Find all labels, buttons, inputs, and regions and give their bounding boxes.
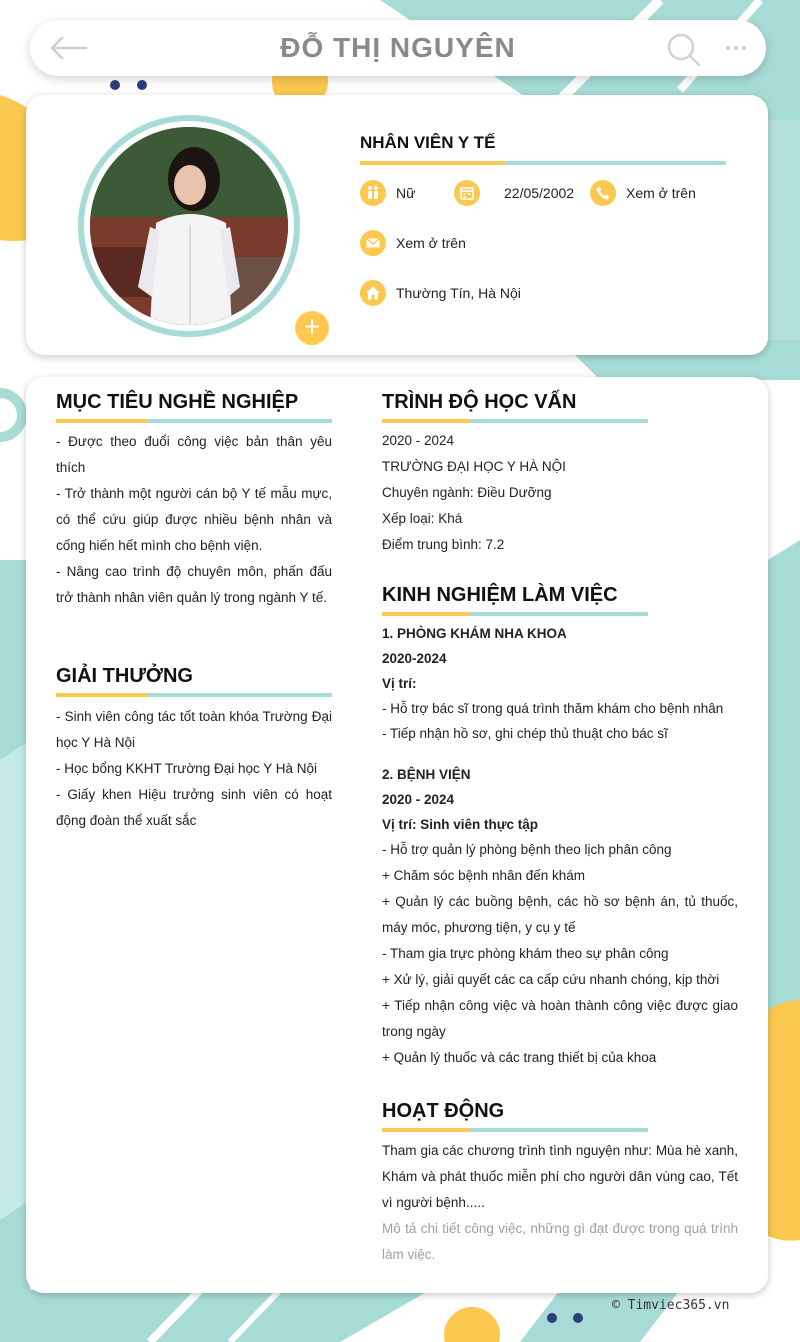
job2-company: 2. BỆNH VIỆN (382, 767, 471, 782)
job2: 2. BỆNH VIỆN 2020 - 2024 Vị trí: Sinh viên thực tập - Hỗ trợ quản lý phòng bệnh theo lịch phân công + Chăm sóc bệnh nhân đến khám + Quản lý các buồng bệnh, các hồ sơ bệnh án, tủ thuốc, máy móc, phương tiện, y cụ y tế - Tham gia trực phòng khám theo sự phân công + Xử lý, giải quyết các ca cấp cứu nhanh chóng, kịp thời + Tiếp nhận công việc và hoàn thành công việc được giao trong ngày + Quản lý thuốc và các trang thiết bị của khoa (382, 762, 738, 1071)
email-info (360, 230, 466, 256)
gender-text: Nữ (396, 185, 416, 201)
education-rank: Xếp loại: Khá (382, 511, 463, 526)
education-underline (382, 419, 648, 423)
search-icon[interactable] (666, 32, 702, 68)
job1-company: 1. PHÒNG KHÁM NHA KHOA (382, 626, 567, 641)
education-school: TRƯỜNG ĐẠI HỌC Y HÀ NỘI (382, 459, 566, 474)
gender-icon (360, 180, 386, 206)
awards-underline (56, 693, 332, 697)
objective-heading: MỤC TIÊU NGHỀ NGHIỆP (56, 391, 299, 413)
address-text: Thường Tín, Hà Nội (396, 285, 521, 301)
main-content-card (26, 377, 768, 1293)
gender-info (360, 180, 415, 206)
candidate-name: ĐỖ THỊ NGUYÊN (280, 32, 516, 63)
profile-card (26, 95, 768, 355)
birthday-info (454, 180, 574, 206)
job1-position: Vị trí: (382, 676, 417, 691)
top-bar (30, 20, 766, 76)
activities-heading: HOẠT ĐỘNG (382, 1100, 505, 1122)
activities-underline (382, 1128, 648, 1132)
watermark: © Timviec365.vn (612, 1298, 730, 1313)
add-photo-button[interactable]: + (295, 311, 329, 345)
job1: 1. PHÒNG KHÁM NHA KHOA 2020-2024 Vị trí: - Hỗ trợ bác sĩ trong quá trình thăm khám cho bệnh nhân - Tiếp nhận hồ sơ, ghi chép thủ thuật cho bác sĩ (382, 621, 738, 746)
avatar (78, 115, 321, 342)
experience-underline (382, 612, 648, 616)
experience-heading: KINH NGHIỆM LÀM VIỆC (382, 584, 618, 606)
phone-icon (590, 180, 616, 206)
email-icon (360, 230, 386, 256)
profile-photo (90, 127, 288, 325)
email-text: Xem ở trên (396, 235, 466, 251)
more-options-icon[interactable] (724, 38, 748, 58)
education-major: Chuyên ngành: Điều Dưỡng (382, 485, 552, 500)
calendar-icon (454, 180, 480, 206)
job-title: NHÂN VIÊN Y TẾ (360, 133, 496, 152)
job1-period: 2020-2024 (382, 651, 447, 666)
job2-period: 2020 - 2024 (382, 792, 455, 807)
home-icon (360, 280, 386, 306)
title-underline (360, 161, 726, 165)
objective-underline (56, 419, 332, 423)
education-gpa: Điểm trung bình: 7.2 (382, 537, 505, 552)
activities-hint: Mô tả chi tiết công việc, những gì đạt được trong quá trình làm việc. (382, 1221, 738, 1262)
awards-heading: GIẢI THƯỞNG (56, 665, 193, 687)
education-text (382, 428, 738, 558)
education-heading: TRÌNH ĐỘ HỌC VẤN (382, 391, 577, 413)
objective-text: - Được theo đuổi công việc bản thân yêu thích - Trở thành một người cán bộ Y tế mẫu mực, có thể cứu giúp được nhiều bệnh nhân và cống hiến hết mình cho bệnh viện. - Nâng cao trình độ chuyên môn, phấn đấu trở thành nhân viên quản lý trong ngành Y tế. (56, 434, 332, 605)
birthday-text: 22/05/2002 (504, 185, 575, 201)
address-info (360, 280, 521, 306)
job2-position: Vị trí: Sinh viên thực tập (382, 817, 539, 832)
education-period: 2020 - 2024 (382, 433, 455, 448)
awards-text: - Sinh viên công tác tốt toàn khóa Trường Đại học Y Hà Nội - Học bổng KKHT Trường Đại học Y Hà Nội - Giấy khen Hiệu trưởng sinh viên có hoạt động đoàn thể xuất sắc (56, 709, 332, 828)
activities-text: Tham gia các chương trình tình nguyện như: Mùa hè xanh, Khám và phát thuốc miễn phí cho người dân vùng cao, Tết vì người bệnh..... Mô tả chi tiết công việc, những gì đạt được trong quá trình làm việc. (382, 1138, 738, 1268)
phone-info (590, 180, 696, 206)
phone-text: Xem ở trên (626, 185, 696, 201)
